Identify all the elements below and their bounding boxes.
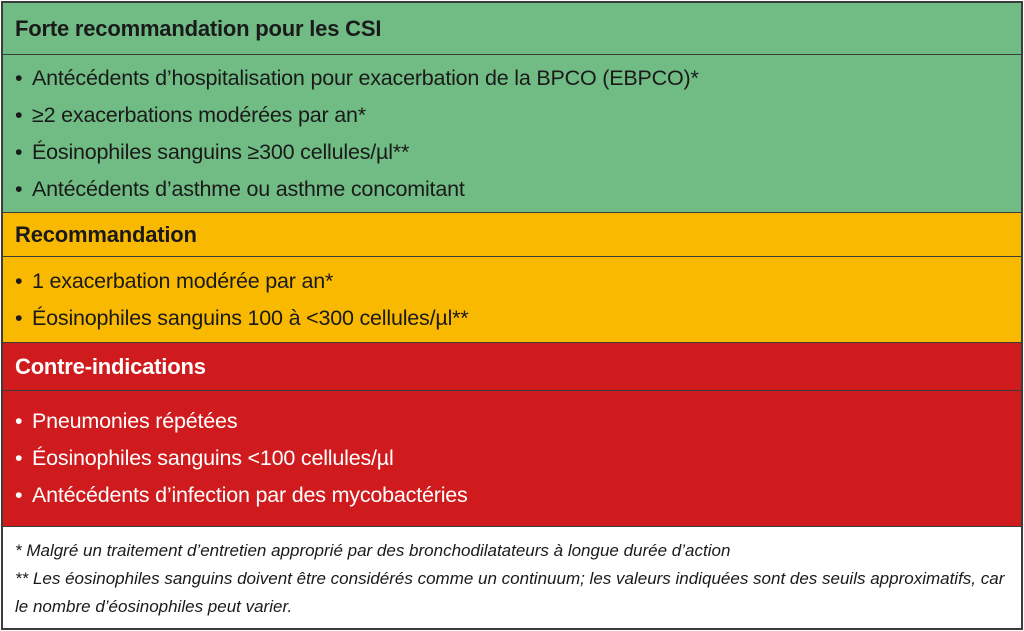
list-item: • 1 exacerbation modérée par an* — [15, 263, 1021, 300]
bullet-icon: • — [15, 409, 23, 433]
bullet-icon: • — [15, 139, 23, 164]
recommendation-table — [1, 1, 1023, 630]
section-body-recommendation — [3, 257, 1021, 343]
footnotes — [3, 527, 1021, 628]
bullet-icon: • — [15, 176, 23, 201]
list-item: • Antécédents d’infection par des mycobactéries — [15, 477, 1021, 514]
list-item: • Éosinophiles sanguins ≥300 cellules/µl** — [15, 134, 1021, 171]
section-header-strong-recommendation — [3, 3, 1021, 55]
bullet-icon: • — [15, 305, 23, 330]
list-item: • Antécédents d’asthme ou asthme concomitant — [15, 171, 1021, 208]
list-item: • Éosinophiles sanguins <100 cellules/µl — [15, 440, 1021, 477]
list-item: • Pneumonies répétées — [15, 403, 1021, 440]
list-item: • ≥2 exacerbations modérées par an* — [15, 97, 1021, 134]
section-header-contraindications — [3, 343, 1021, 391]
section-header-recommendation — [3, 213, 1021, 257]
list-item: • Éosinophiles sanguins 100 à <300 cellules/µl** — [15, 300, 1021, 337]
footnote: ** Les éosinophiles sanguins doivent être considérés comme un continuum; les valeurs indiquées sont des seuils approximatifs, car le nombre d’éosinophiles peut varier. — [15, 569, 1005, 616]
list-item: • Antécédents d’hospitalisation pour exacerbation de la BPCO (EBPCO)* — [15, 60, 1021, 97]
bullet-icon: • — [15, 268, 23, 293]
section-body-strong-recommendation — [3, 55, 1021, 213]
bullet-icon: • — [15, 446, 23, 470]
footnote: * Malgré un traitement d’entretien approprié par des bronchodilatateurs à longue durée d’action — [15, 541, 731, 560]
section-title: Forte recommandation pour les CSI — [15, 15, 382, 41]
section-body-contraindications — [3, 391, 1021, 527]
section-title: Recommandation — [15, 221, 197, 247]
bullet-icon: • — [15, 102, 23, 127]
bullet-icon: • — [15, 483, 23, 507]
section-title: Contre-indications — [15, 353, 206, 379]
bullet-icon: • — [15, 65, 23, 90]
